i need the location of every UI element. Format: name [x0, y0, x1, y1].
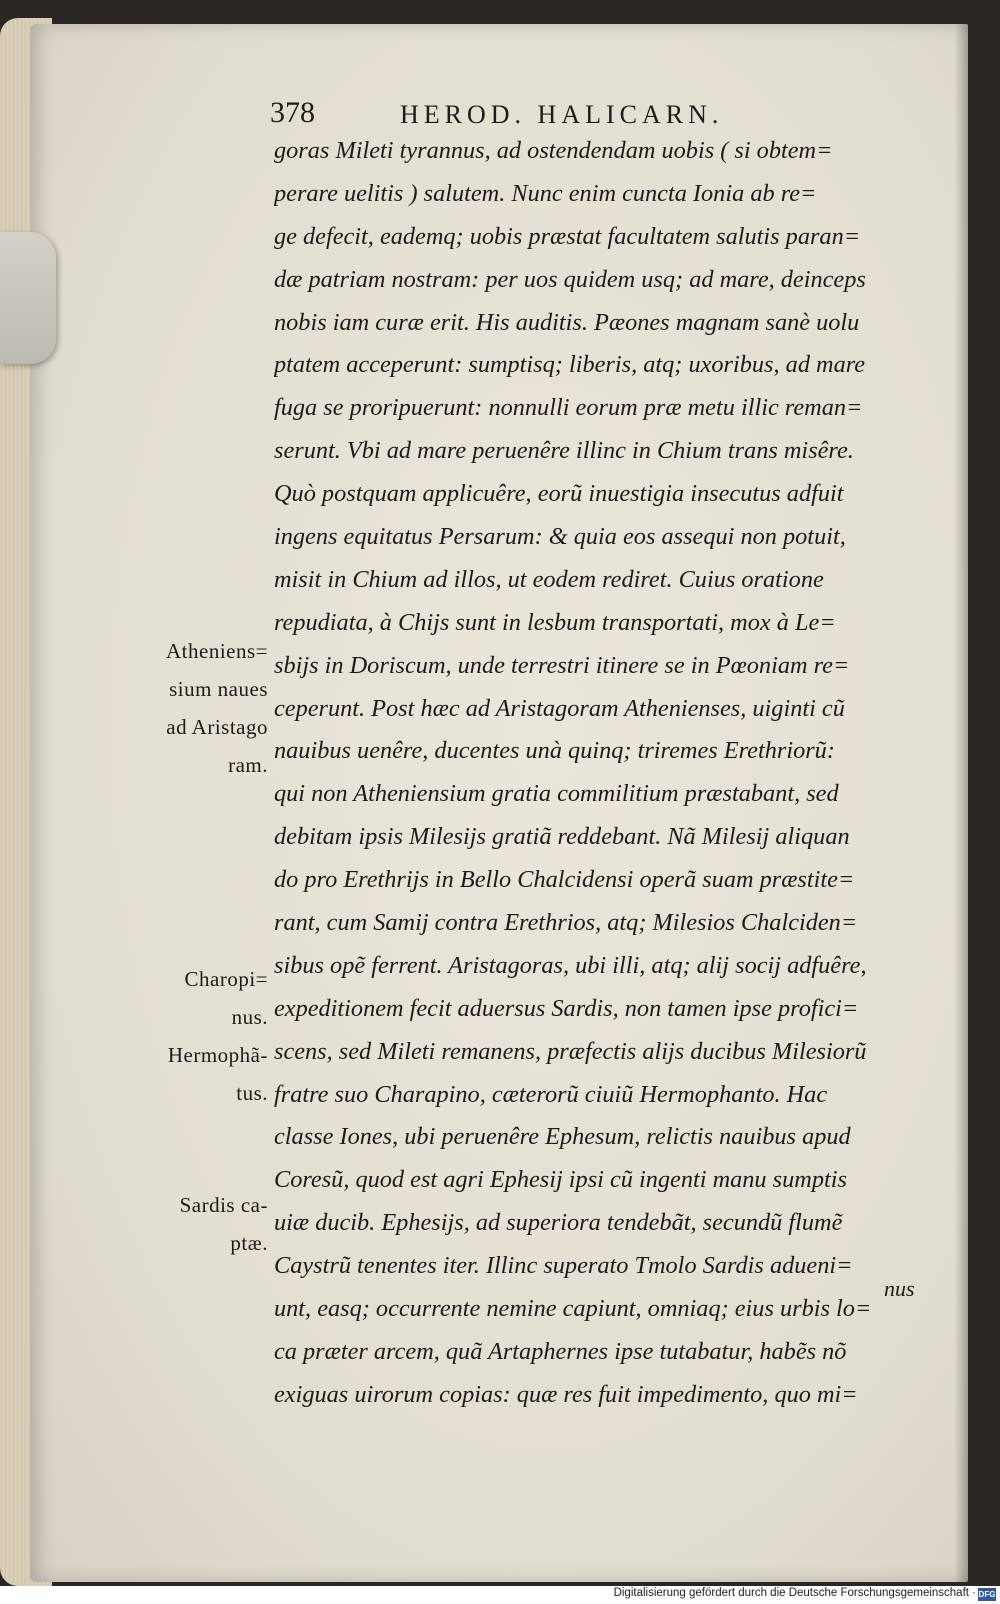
margin-note-line: Sardis ca- [179, 1193, 268, 1217]
margin-note-line: nus. [231, 1005, 268, 1029]
page-number: 378 [270, 96, 315, 129]
page-clip-tab [0, 232, 56, 364]
text-line: debitam ipsis Milesijs gratiã reddebant. Nã Milesij aliquan [274, 823, 850, 851]
margin-note-charopinus [128, 960, 268, 1112]
page-gutter-shadow [954, 24, 968, 1582]
text-line: do pro Erethrijs in Bello Chalcidensi operã suam præstite= [274, 866, 855, 894]
margin-note-line: ad Aristago [166, 715, 268, 739]
margin-note-line: Hermophã- [167, 1043, 268, 1067]
footer-credit: Digitalisierung gefördert durch die Deutsche Forschungsgemeinschaft · [613, 1587, 976, 1599]
text-line: Caystrũ tenentes iter. Illinc superato Tmolo Sardis adueni= [274, 1252, 853, 1280]
catchword: nus [884, 1276, 915, 1301]
text-line: nauibus uenêre, ducentes unà quinq; triremes Erethriorũ: [274, 737, 835, 765]
text-line: unt, easq; occurrente nemine capiunt, omniaq; eius urbis lo= [274, 1295, 872, 1323]
text-line: classe Iones, ubi peruenêre Ephesum, relictis nauibus apud [274, 1123, 851, 1151]
margin-note-line: tus. [236, 1081, 268, 1105]
text-line: Coresũ, quod est agri Ephesij ipsi cũ ingenti manu sumptis [274, 1166, 847, 1194]
text-line: ptatem acceperunt: sumptisq; liberis, atq; uxoribus, ad mare [274, 351, 866, 379]
margin-note-line: sium naues [169, 677, 268, 701]
text-line: sbijs in Doriscum, unde terrestri itinere se in Pœoniam re= [274, 651, 850, 679]
text-line: ge defecit, eademq; uobis præstat facultatem salutis paran= [274, 222, 861, 250]
text-line: repudiata, à Chijs sunt in lesbum transportati, mox à Le= [274, 608, 836, 636]
text-line: goras Mileti tyrannus, ad ostendendam uobis ( si obtem= [274, 137, 833, 164]
text-line: perare uelitis ) salutem. Nunc enim cuncta Ionia ab re= [274, 179, 817, 207]
text-line: Quò postquam applicuêre, eorũ inuestigia insecutus adfuit [274, 480, 844, 508]
text-line: rant, cum Samij contra Erethrios, atq; Milesios Chalciden= [274, 909, 858, 937]
text-line: sibus opẽ ferrent. Aristagoras, ubi illi, atq; alij socij adfuêre, [274, 951, 867, 979]
margin-note-line: ram. [228, 753, 268, 777]
text-line: serunt. Vbi ad mare peruenêre illinc in Chium trans misêre. [274, 437, 854, 465]
text-line: exiguas uirorum copias: quæ res fuit impedimento, quo mi= [274, 1380, 858, 1408]
text-line: nobis iam curæ erit. His auditis. Pæones magnam sanè uolu [274, 308, 860, 336]
margin-note-sardis-captured [128, 1186, 268, 1262]
margin-note-line: Atheniens= [166, 639, 268, 663]
text-line: fuga se proripuerunt: nonnulli eorum præ metu illic reman= [274, 394, 863, 422]
text-line: fratre suo Charapino, cæterorũ ciuiũ Hermophanto. Hac [274, 1080, 828, 1108]
text-line: ca præter arcem, quã Artaphernes ipse tutabatur, habẽs nõ [274, 1337, 847, 1365]
margin-note-line: ptæ. [230, 1231, 268, 1255]
text-line: scens, sed Mileti remanens, præfectis alijs ducibus Milesiorũ [274, 1037, 867, 1065]
body-text [274, 130, 934, 1417]
text-line: misit in Chium ad illos, ut eodem rediret. Cuius oratione [274, 565, 824, 593]
margin-note-athenian-ships [128, 632, 268, 784]
text-line: ceperunt. Post hæc ad Aristagoram Athenienses, uiginti cũ [274, 694, 845, 722]
text-line: dæ patriam nostram: per uos quidem usq; ad mare, deinceps [274, 265, 866, 293]
margin-note-line: Charopi= [184, 967, 268, 991]
text-line: qui non Atheniensium gratia commilitium præstabant, sed [274, 780, 839, 808]
text-line: expeditionem fecit aduersus Sardis, non tamen ipse profici= [274, 994, 859, 1022]
running-title: HEROD. HALICARN. [400, 100, 724, 129]
text-line: ingens equitatus Persarum: & quia eos assequi non potuit, [274, 523, 846, 551]
dfg-logo: DFG [978, 1590, 996, 1599]
text-line: uiæ ducib. Ephesijs, ad superiora tendebãt, secundũ flumẽ [274, 1209, 843, 1237]
